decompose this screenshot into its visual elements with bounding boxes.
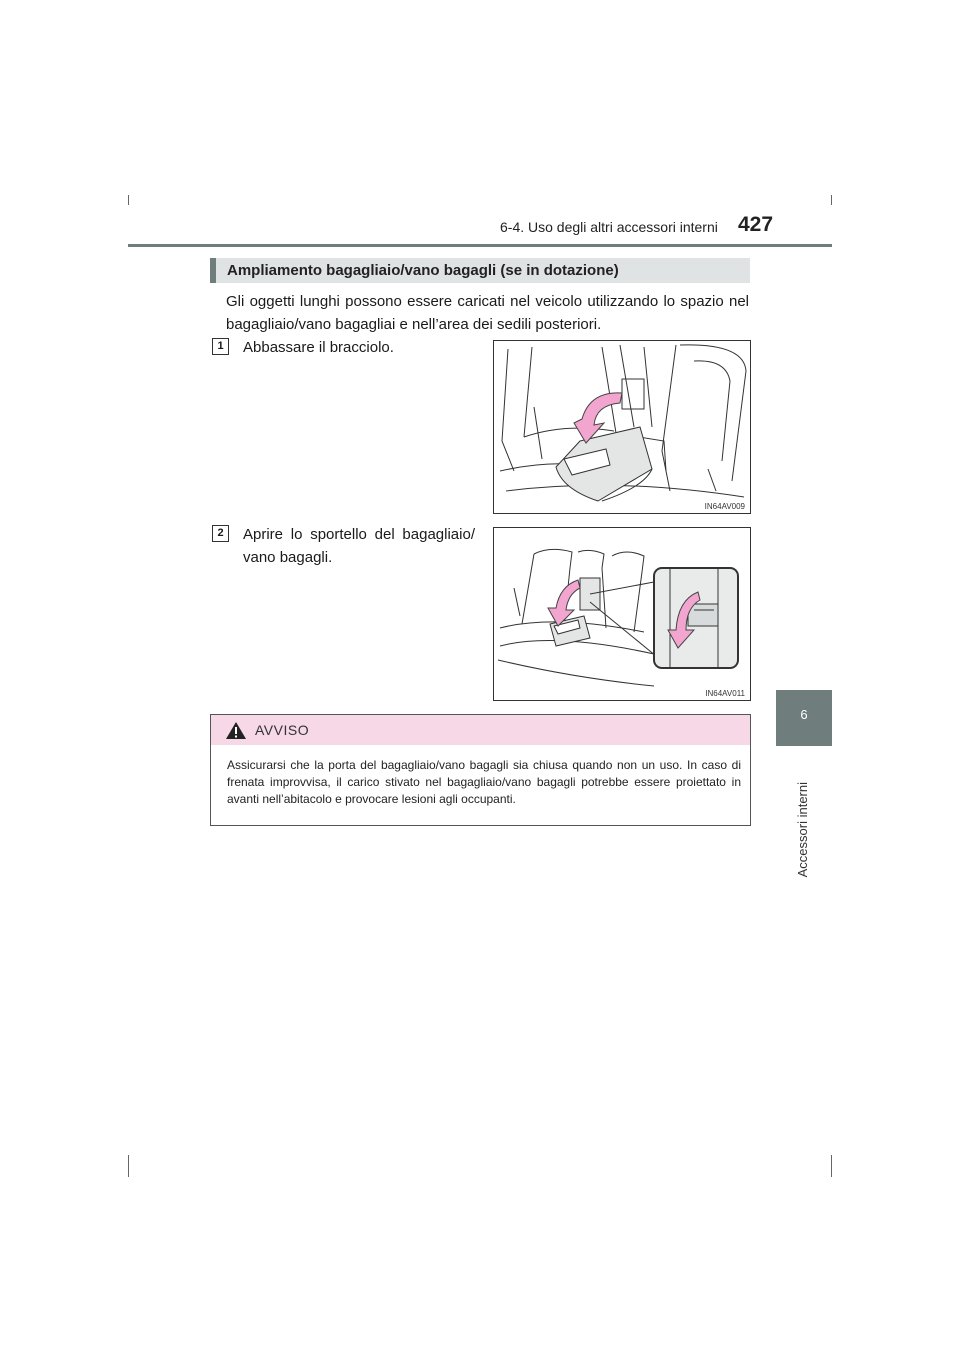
section-title: Ampliamento bagagliaio/vano bagagli (se in dotazione) bbox=[227, 262, 619, 279]
warning-title: AVVISO bbox=[255, 722, 310, 738]
step-text-1: Abbassare il bracciolo. bbox=[243, 339, 394, 356]
chapter-number: 6 bbox=[800, 707, 808, 722]
section-heading bbox=[210, 258, 750, 283]
armrest-illustration bbox=[494, 341, 750, 513]
chapter-tab bbox=[776, 690, 832, 746]
step-text-2: Aprire lo sportello del bagagliaio/ vano bagagli. bbox=[243, 526, 475, 566]
figure-code: IN64AV011 bbox=[705, 689, 745, 698]
crop-mark bbox=[128, 1155, 129, 1177]
section-heading-accent bbox=[210, 258, 216, 283]
chapter-label: Accessori interni bbox=[795, 782, 810, 878]
crop-mark bbox=[831, 1155, 832, 1177]
section-intro: Gli oggetti lunghi possono essere caricati nel veicolo utilizzando lo spazio nel bagagliaio/vano bagagliai e nell’area dei sedili posteriori. bbox=[226, 293, 749, 333]
step-number-1: 1 bbox=[212, 338, 229, 355]
step-number-2: 2 bbox=[212, 525, 229, 542]
header-rule bbox=[128, 244, 832, 247]
trunk-door-illustration bbox=[494, 528, 750, 700]
figure-armrest bbox=[493, 340, 751, 514]
warning-box bbox=[210, 714, 751, 826]
figure-trunk-door bbox=[493, 527, 751, 701]
crop-mark bbox=[128, 195, 129, 205]
page-number: 427 bbox=[738, 213, 774, 236]
crop-mark bbox=[831, 195, 832, 205]
running-header-section: 6-4. Uso degli altri accessori interni bbox=[500, 219, 718, 235]
warning-header bbox=[211, 715, 750, 745]
warning-triangle-icon bbox=[225, 721, 247, 740]
figure-code: IN64AV009 bbox=[704, 502, 745, 511]
warning-text: Assicurarsi che la porta del bagagliaio/vano bagagli sia chiusa quando non un uso. In caso di frenata improvvisa, il carico stivato nel bagagliaio/vano bagagli potrebbe essere proiettato in avanti nell’abitacolo e provocare lesioni agli occupanti. bbox=[227, 758, 741, 806]
